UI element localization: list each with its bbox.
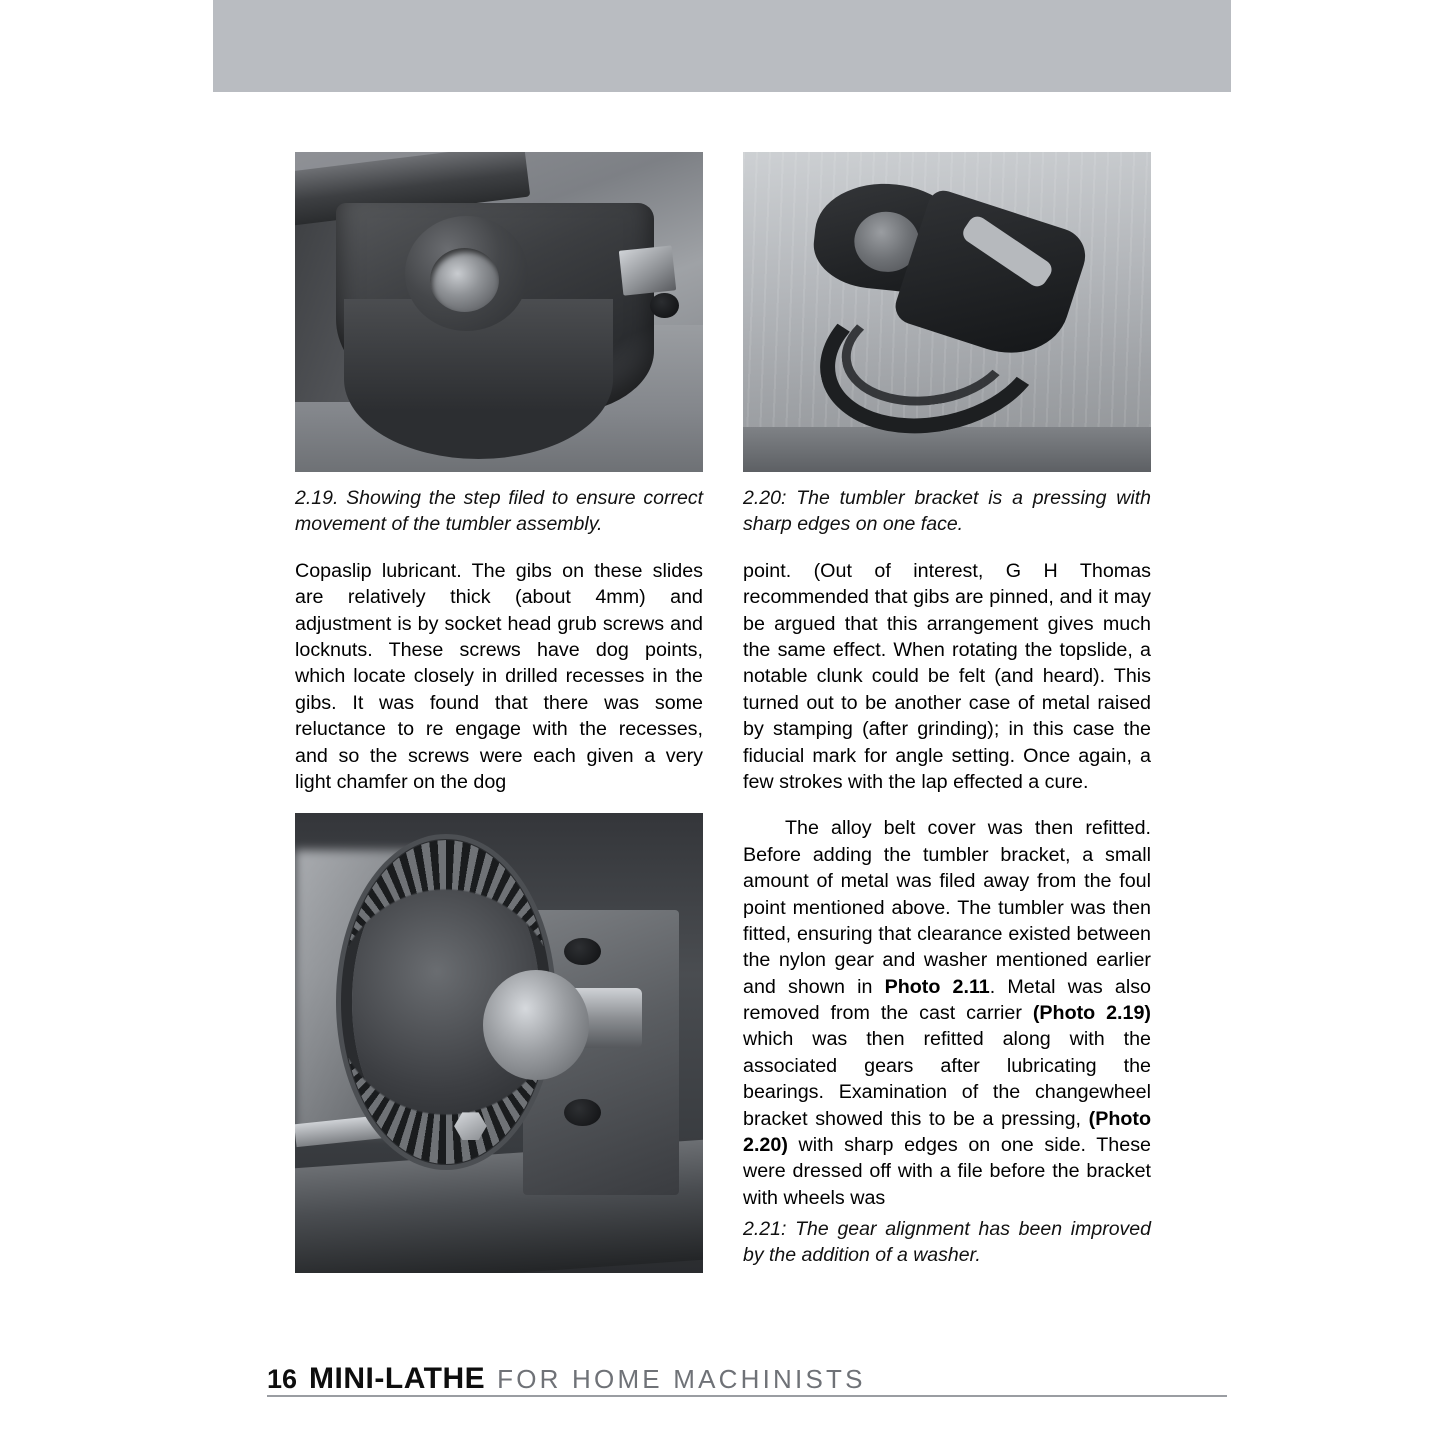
- bracket-bolt-upper: [564, 938, 601, 966]
- caption-2-20: 2.20: The tumbler bracket is a pressing with sharp edges on one face.: [743, 487, 1151, 535]
- right-column-paragraph-1: point. (Out of interest, G H Thomas recommended that gibs are pinned, and it may be argued that this arrangement gives much the same effect. When rotating the topslide, a notable clunk could be felt (and heard). This turned out to be another case of metal raised by stamping (after grinding); in this case the fiducial mark for angle setting. Once again, a few strokes with the lap effected a cure.: [743, 559, 1151, 793]
- gear-hub-washer: [483, 970, 589, 1080]
- left-column: [295, 152, 703, 1273]
- page-number: 16: [267, 1364, 298, 1394]
- photo-2-19: [295, 152, 703, 472]
- bracket-bolt-lower: [564, 1099, 601, 1127]
- photo-2-11-reference: Photo 2.11: [884, 975, 990, 998]
- two-column-layout: [295, 152, 1150, 1273]
- filed-step: [619, 245, 676, 295]
- right-column-paragraph-2: [743, 815, 1151, 1211]
- footer-divider: [267, 1395, 1227, 1397]
- photo-2-20: [743, 152, 1151, 472]
- right-column: [743, 152, 1151, 1273]
- para2-segment-c: which was then refitted along with the associated gears after lubricating the bearings. Examination of the changewheel bracket showed this to be a pressing,: [743, 1028, 1151, 1130]
- photo-2-19-reference: (Photo 2.19): [1032, 1002, 1151, 1025]
- footer-book-subtitle: FOR HOME MACHINISTS: [497, 1364, 866, 1394]
- carrier-bore: [430, 248, 499, 312]
- left-column-paragraph: Copaslip lubricant. The gibs on these slides are relatively thick (about 4mm) and adjustment is by socket head grub screws and locknuts. These screws have dog points, which locate closely in drilled recesses in the gibs. It was found that there was some reluctance to re engage with the recesses, and so the screws were each given a very light chamfer on the dog: [295, 559, 703, 793]
- tumbler-bracket: [797, 177, 1089, 434]
- caption-2-21: 2.21: The gear alignment has been improved by the addition of a washer.: [743, 1218, 1151, 1267]
- photo-2-20-reference: (Photo 2.20): [743, 1107, 1151, 1157]
- bench-edge: [743, 427, 1151, 472]
- caption-2-19: 2.19. Showing the step filed to ensure correct movement of the tumbler assembly.: [295, 487, 703, 535]
- photo-2-21: [295, 813, 703, 1273]
- para2-segment-d: with sharp edges on one side. These were dressed off with a file before the bracket with wheels was: [743, 1134, 1151, 1209]
- para2-segment-b: . Metal was also removed from the cast carrier: [743, 975, 1152, 1025]
- footer-book-title: MINI-LATHE: [309, 1362, 486, 1395]
- para2-segment-a: The alloy belt cover was then refitted. Before adding the tumbler bracket, a small amount of metal was filed away from the foul point mentioned above. The tumbler was then fitted, ensuring that clearance existed between the nylon gear and washer mentioned earlier and shown in: [743, 817, 1151, 998]
- page-content: [295, 152, 1150, 1273]
- carrier-small-hole: [650, 293, 679, 319]
- page-header-banner: [213, 0, 1231, 92]
- page-footer: [267, 1362, 1227, 1396]
